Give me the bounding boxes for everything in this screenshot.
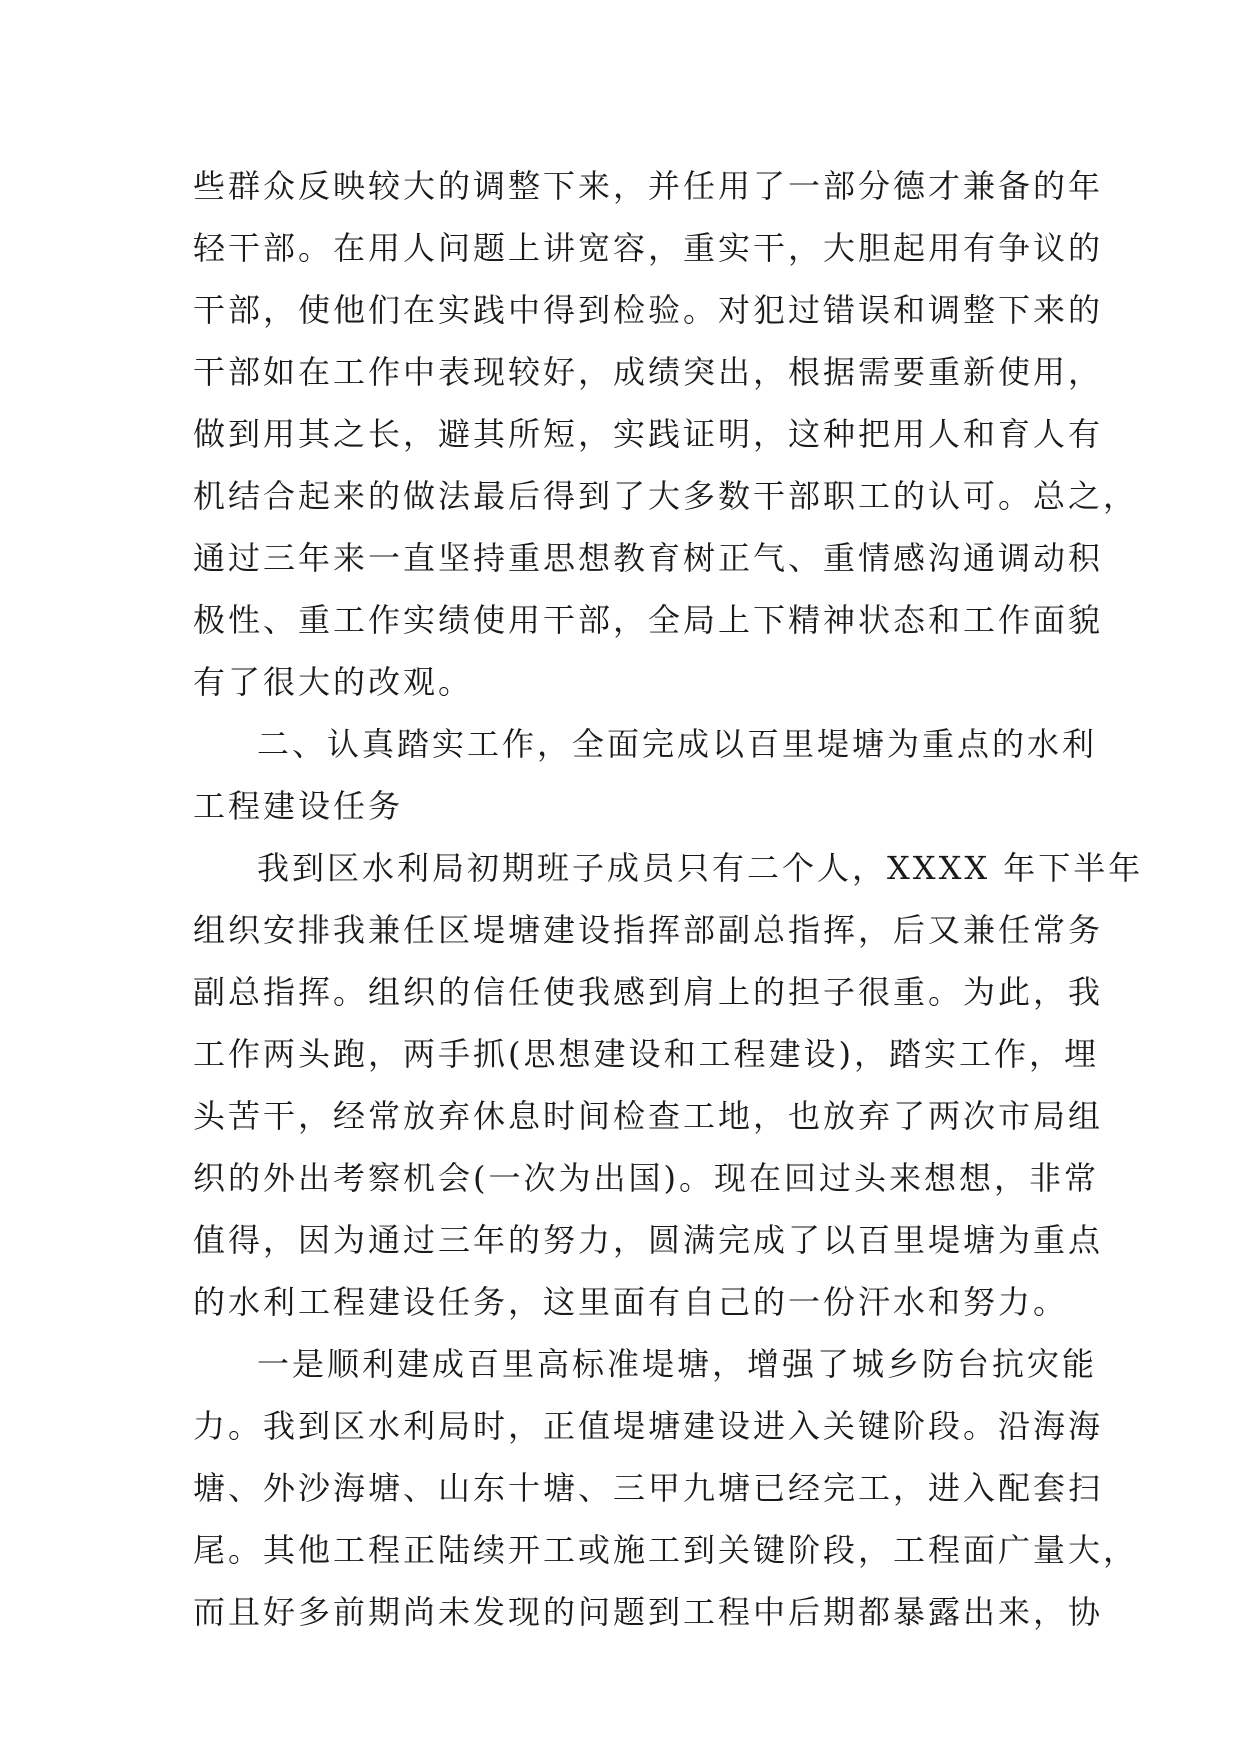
text-line: 工程建设任务 [193,787,404,825]
text-line: 干部，使他们在实践中得到检验。对犯过错误和调整下来的 [193,291,1104,329]
text-line: 力。我到区水利局时，正值堤塘建设进入关键阶段。沿海海 [193,1407,1104,1445]
text-line: 一是顺利建成百里高标准堤塘，增强了城乡防台抗灾能 [257,1345,1098,1383]
text-line: 尾。其他工程正陆续开工或施工到关键阶段，工程面广量大， [193,1531,1139,1569]
text-line: 我到区水利局初期班子成员只有二个人，XXXX 年下半年 [257,849,1144,887]
text-line: 有了很大的改观。 [193,663,474,701]
text-line: 值得，因为通过三年的努力，圆满完成了以百里堤塘为重点 [193,1221,1104,1259]
text-line: 的水利工程建设任务，这里面有自己的一份汗水和努力。 [193,1283,1069,1321]
body-text [193,155,1144,1643]
text-line: 组织安排我兼任区堤塘建设指挥部副总指挥，后又兼任常务 [193,911,1104,949]
text-line: 通过三年来一直坚持重思想教育树正气、重情感沟通调动积 [193,539,1104,577]
text-line: 轻干部。在用人问题上讲宽容，重实干，大胆起用有争议的 [193,229,1104,267]
text-line: 工作两头跑，两手抓(思想建设和工程建设)，踏实工作，埋 [193,1035,1099,1073]
text-line: 而且好多前期尚未发现的问题到工程中后期都暴露出来，协 [193,1593,1104,1631]
text-line: 些群众反映较大的调整下来，并任用了一部分德才兼备的年 [193,167,1104,205]
text-line: 机结合起来的做法最后得到了大多数干部职工的认可。总之， [193,477,1139,515]
text-line: 织的外出考察机会(一次为出国)。现在回过头来想想，非常 [193,1159,1099,1197]
text-line: 塘、外沙海塘、山东十塘、三甲九塘已经完工，进入配套扫 [193,1469,1104,1507]
text-line: 头苦干，经常放弃休息时间检查工地，也放弃了两次市局组 [193,1097,1104,1135]
text-line: 副总指挥。组织的信任使我感到肩上的担子很重。为此，我 [193,973,1104,1011]
text-line: 做到用其之长，避其所短，实践证明，这种把用人和育人有 [193,415,1104,453]
text-line: 极性、重工作实绩使用干部，全局上下精神状态和工作面貌 [193,601,1104,639]
text-line: 干部如在工作中表现较好，成绩突出，根据需要重新使用， [193,353,1104,391]
text-line: 二、认真踏实工作，全面完成以百里堤塘为重点的水利 [257,725,1098,763]
